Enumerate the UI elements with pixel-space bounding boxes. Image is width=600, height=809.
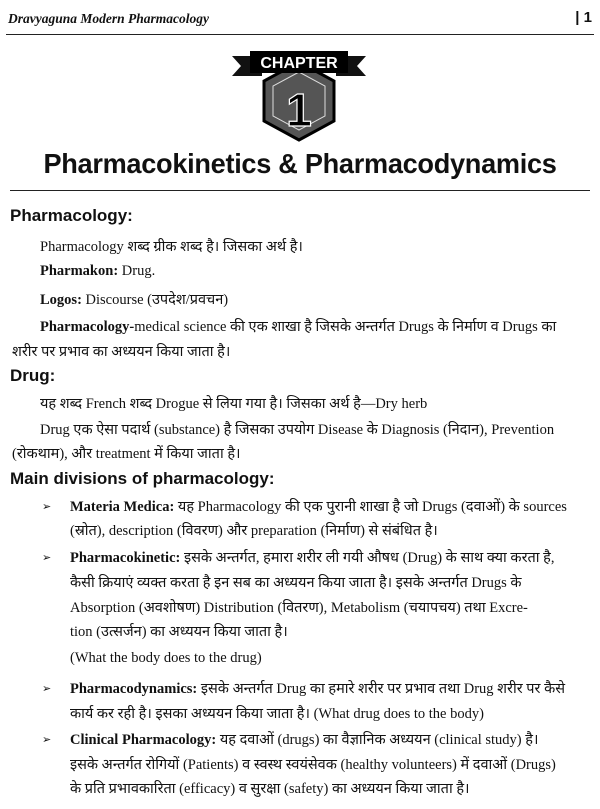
page-number: | 1 — [575, 9, 592, 26]
clinical-pharmacology-item: Clinical Pharmacology: यह दवाओं (drugs) का वैज्ञानिक अध्ययन (clinical study) है। — [70, 732, 539, 748]
pharmacokinetic-note: (What the body does to the drug) — [70, 650, 262, 666]
pharmakon-line: Pharmakon: Drug. — [40, 263, 156, 279]
running-header — [6, 4, 594, 35]
pharmacokinetic-item-cont: कैसी क्रियाएं व्यक्त करता है इन सब का अध्ययन किया जाता है। इसके अन्तर्गत Drugs के — [70, 575, 522, 591]
bullet-arrow-icon: ➢ — [42, 500, 52, 513]
chapter-title: Pharmacokinetics & Pharmacodynamics — [43, 148, 557, 179]
bullet-arrow-icon: ➢ — [42, 682, 52, 695]
pharmacodynamics-item: Pharmacodynamics: इसके अन्तर्गत Drug का हमारे शरीर पर प्रभाव तथा Drug शरीर पर कैसे — [70, 681, 566, 697]
materia-medica-item-cont: (स्रोत), description (विवरण) और preparation (निर्माण) से संबंधित है। — [70, 523, 438, 539]
chapter-number: 1 — [286, 84, 312, 136]
chapter-badge — [232, 50, 366, 142]
clinical-pharmacology-item-cont: के प्रति प्रभावकारिता (efficacy) व सुरक्षा (safety) का अध्ययन किया जाता है। — [70, 781, 470, 797]
pharmacokinetic-item-cont: Absorption (अवशोषण) Distribution (वितरण), Metabolism (चयापचय) तथा Excre- — [70, 600, 528, 616]
clinical-pharmacology-item-cont: इसके अन्तर्गत रोगियों (Patients) व स्वस्थ स्वयंसेवक (healthy volunteers) में दवाओं (Drugs) — [70, 757, 556, 773]
heading-drug: Drug: — [10, 366, 56, 385]
bullet-arrow-icon: ➢ — [42, 551, 52, 564]
title-divider — [10, 190, 590, 191]
pharmacokinetic-item-cont: tion (उत्सर्जन) का अध्ययन किया जाता है। — [70, 624, 288, 640]
logos-line: Logos: Discourse (उपदेश/प्रवचन) — [40, 292, 229, 308]
chapter-label: CHAPTER — [260, 55, 338, 72]
drug-definition-cont: (रोकथाम), और treatment में किया जाता है। — [12, 446, 241, 462]
pharmacodynamics-item-cont: कार्य कर रही है। इसका अध्ययन किया जाता है। (What drug does to the body) — [70, 706, 484, 722]
pharmacology-intro: Pharmacology शब्द ग्रीक शब्द है। जिसका अर्थ है। — [40, 239, 303, 255]
book-title: Dravyaguna Modern Pharmacology — [8, 11, 210, 26]
pharmacokinetic-item: Pharmacokinetic: इसके अन्तर्गत, हमारा शरीर ली गयी औषध (Drug) के साथ क्या करता है, — [70, 550, 555, 566]
heading-pharmacology: Pharmacology: — [10, 206, 133, 225]
drug-etymology: यह शब्द French शब्द Drogue से लिया गया है। जिसका अर्थ है—Dry herb — [40, 396, 428, 412]
heading-main-divisions: Main divisions of pharmacology: — [10, 469, 275, 488]
drug-definition: Drug एक ऐसा पदार्थ (substance) है जिसका उपयोग Disease के Diagnosis (निदान), Prevention — [40, 422, 555, 438]
materia-medica-item: Materia Medica: यह Pharmacology की एक पुरानी शाखा है जो Drugs (दवाओं) के sources — [70, 499, 567, 515]
pharmacology-definition-cont: शरीर पर प्रभाव का अध्ययन किया जाता है। — [12, 344, 231, 360]
pharmacology-definition: Pharmacology-medical science की एक शाखा है जिसके अन्तर्गत Drugs के निर्माण व Drugs का — [40, 319, 557, 335]
bullet-arrow-icon: ➢ — [42, 733, 52, 746]
